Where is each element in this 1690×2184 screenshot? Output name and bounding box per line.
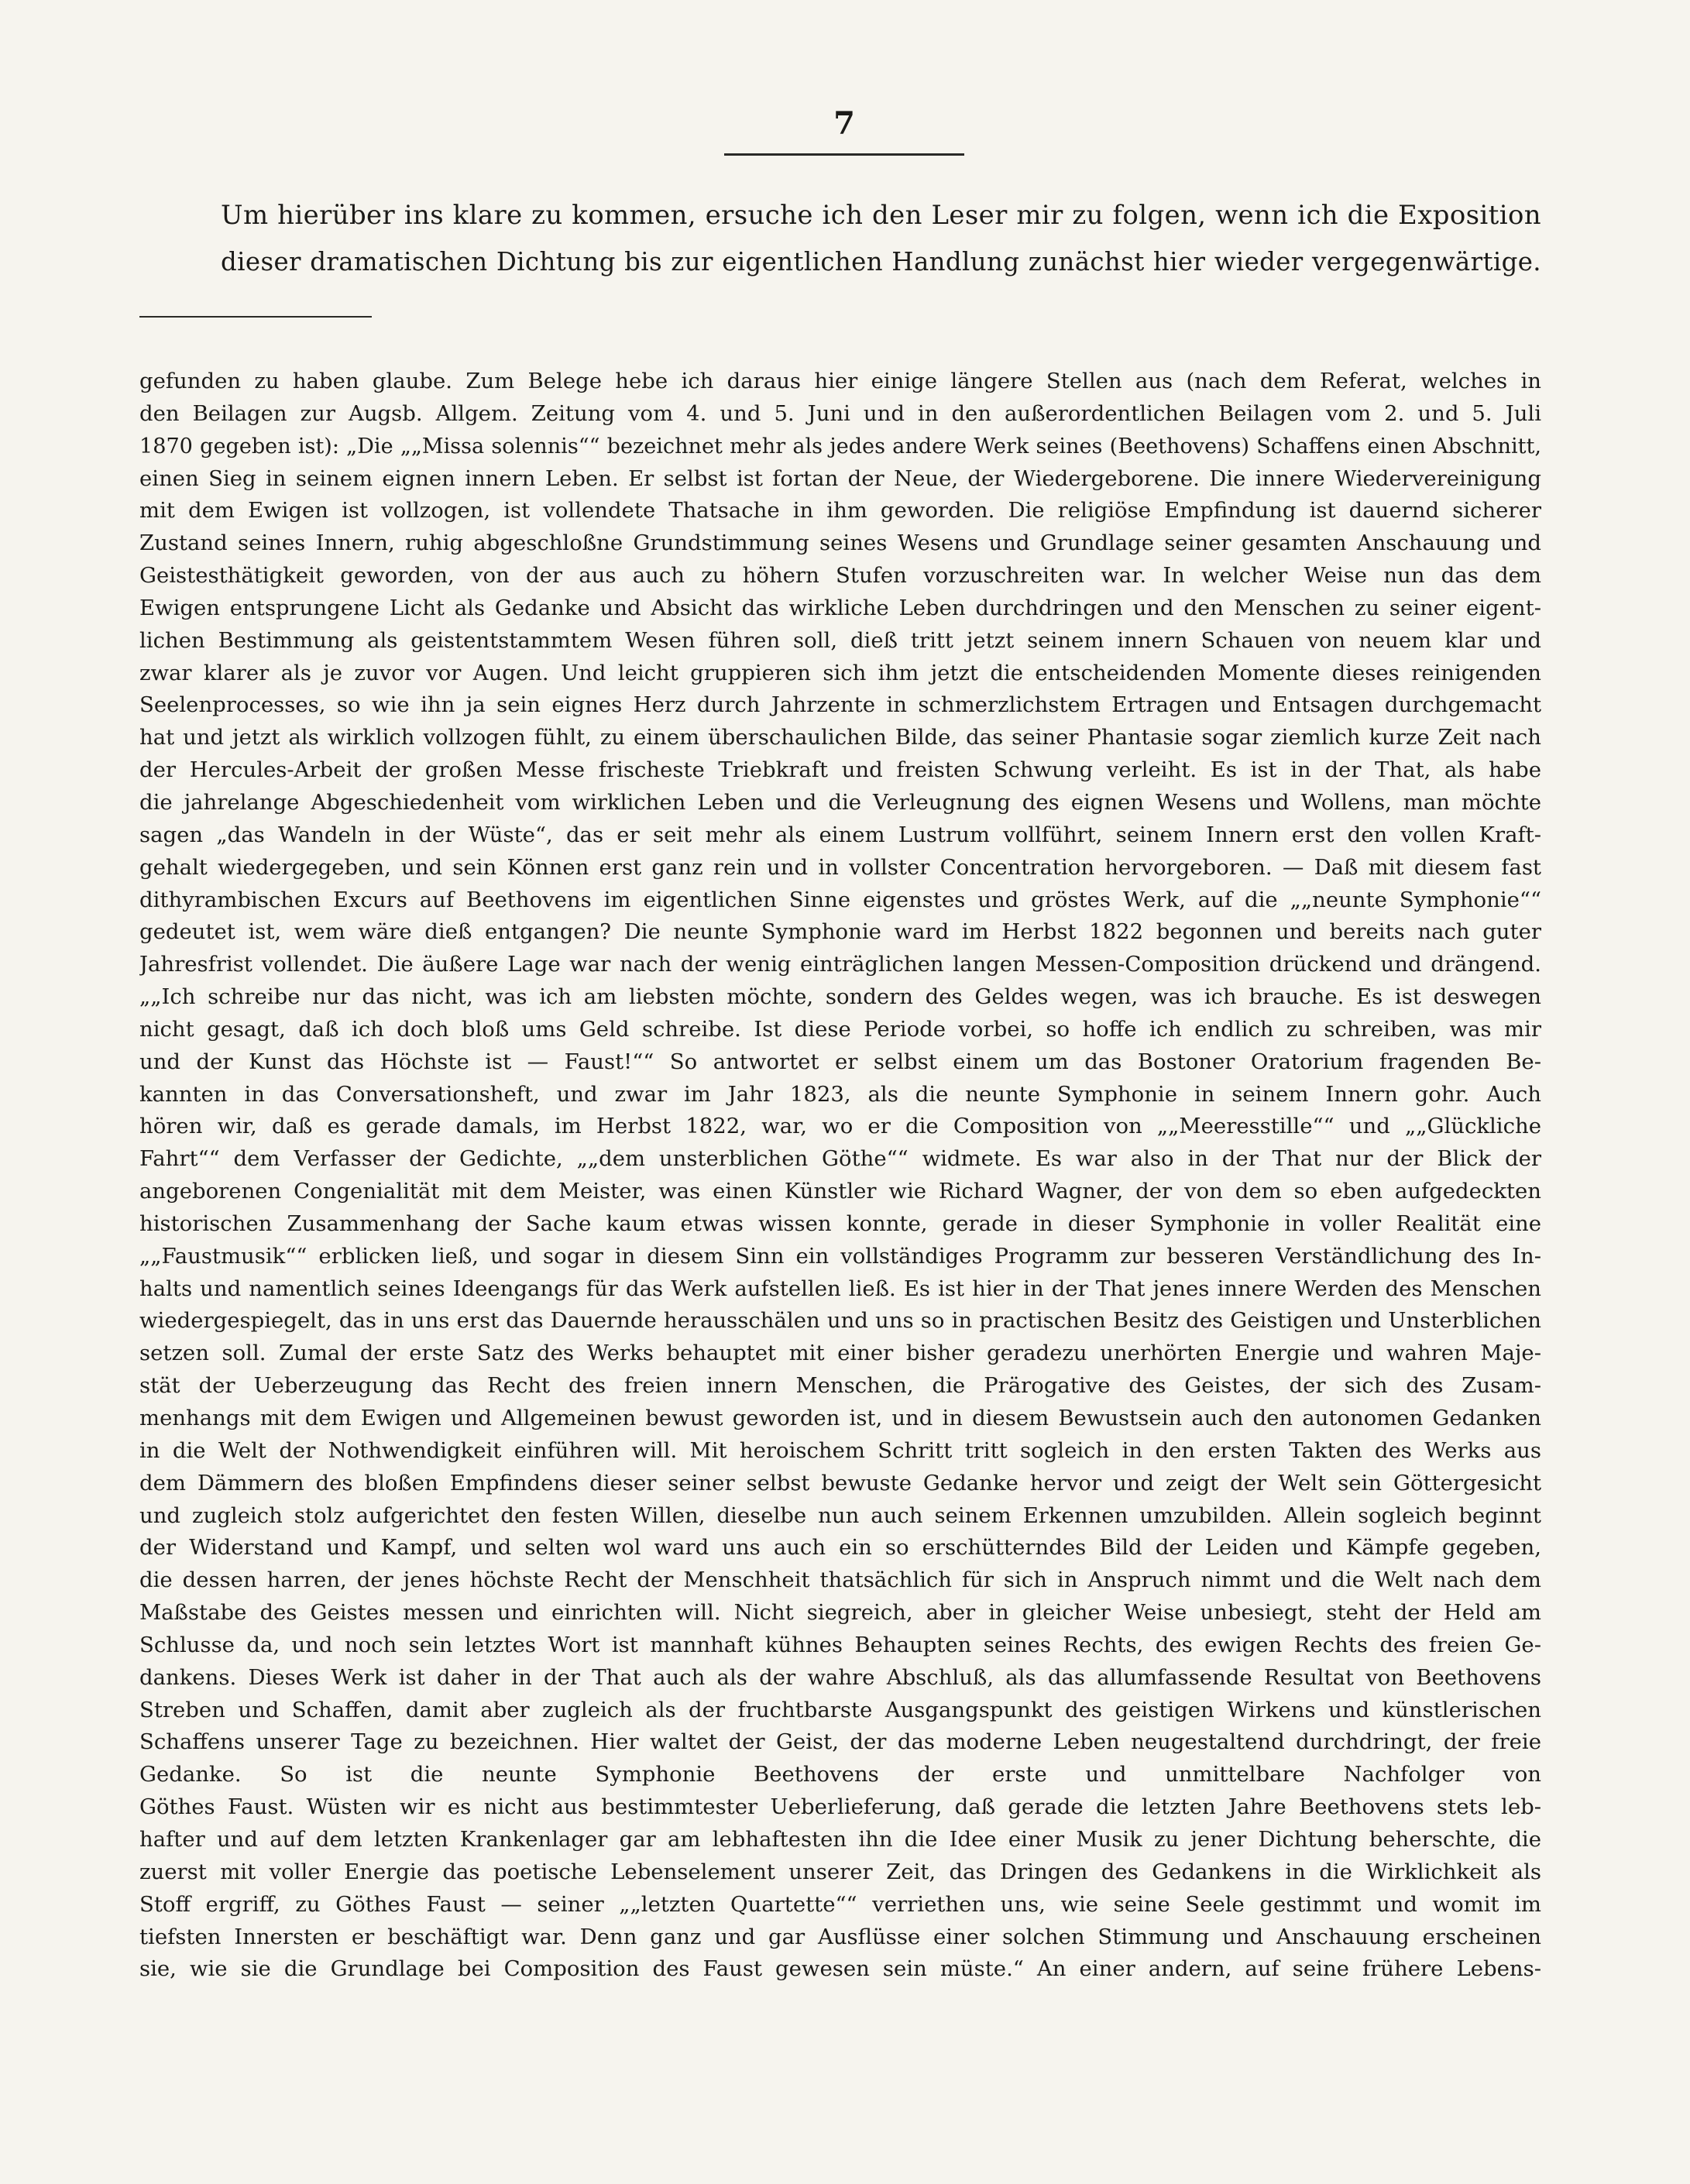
footnote-line: menhangs mit dem Ewigen und Allgemeinen bewust geworden ist, und in diesem Bewustsein auch den autonomen Gedanken [139, 1406, 1541, 1430]
footnote-line: gehalt wiedergegeben, und sein Können erst ganz rein und in vollster Concentration hervorgeboren. — Daß mit diesem fast [139, 854, 1541, 880]
footnote-line: den Beilagen zur Augsb. Allgem. Zeitung vom 4. und 5. Juni und in den außerordentlichen Beilagen vom 2. und 5. Juli [139, 400, 1541, 426]
footnote-line: zwar klarer als je zuvor vor Augen. Und leicht gruppieren sich ihm jetzt die entscheidenden Momente dieses reinigenden [139, 660, 1541, 685]
footnote-rule [139, 316, 372, 318]
footnote-line: gedeutet ist, wem wäre dieß entgangen? Die neunte Symphonie ward im Herbst 1822 begonnen und bereits nach guter [139, 919, 1541, 945]
footnote-line: Fahrt““ dem Verfasser der Gedichte, „„dem unsterblichen Göthe““ widmete. Es war also in der That nur der Blick der [139, 1146, 1541, 1172]
footnote-line: kannten in das Conversationsheft, und zwar im Jahr 1823, als die neunte Symphonie in seinem Innern gohr. Auch [139, 1081, 1541, 1107]
footnote-line: Ewigen entsprungene Licht als Gedanke und Absicht das wirkliche Leben durchdringen und den Menschen zu seiner eigent- [139, 595, 1541, 620]
footnote-line: dankens. Dieses Werk ist daher in der That auch als der wahre Abschluß, als das allumfassende Resultat von Beethovens [139, 1664, 1541, 1690]
footnote-line: historischen Zusammenhang der Sache kaum etwas wissen konnte, gerade in dieser Symphonie in voller Realität eine [139, 1210, 1541, 1236]
footnote-line: gefunden zu haben glaube. Zum Belege hebe ich daraus hier einige längere Stellen aus (nach dem Referat, welches in [139, 369, 1541, 393]
intro-paragraph [221, 192, 1541, 285]
footnote-line: Zustand seines Innern, ruhig abgeschloßne Grundstimmung seines Wesens und Grundlage seiner gesamten Anschauung und [139, 531, 1541, 556]
footnote-line: stät der Ueberzeugung das Recht des freien innern Menschen, die Prärogative des Geistes, der sich des Zusam- [139, 1373, 1541, 1399]
intro-line: dieser dramatischen Dichtung bis zur eigentlichen Handlung zunächst hier wieder vergegenwärtige. [221, 247, 1541, 276]
footnote-line: hat und jetzt als wirklich vollzogen fühlt, zu einem überschaulichen Bilde, das seiner Phantasie sogar ziemlich kurze Zeit nach [139, 725, 1541, 750]
footnote-line: in die Welt der Nothwendigkeit einführen will. Mit heroischem Schritt tritt sogleich in den ersten Takten des Werks aus [139, 1437, 1541, 1463]
footnote-line: nicht gesagt, daß ich doch bloß ums Geld schreibe. Ist diese Periode vorbei, so hoffe ich endlich zu schreiben, was mir [139, 1016, 1541, 1042]
footnote-line: Göthes Faust. Wüsten wir es nicht aus bestimmtester Ueberlieferung, daß gerade die letzten Jahre Beethovens stets leb- [139, 1794, 1541, 1820]
footnote-line: Geistesthätigkeit geworden, von der aus auch zu höhern Stufen vorzuschreiten war. In welcher Weise nun das dem [139, 563, 1541, 589]
footnote-line: tiefsten Innersten er beschäftigt war. Denn ganz und gar Ausflüsse einer solchen Stimmung und Anschauung erscheinen [139, 1924, 1541, 1949]
footnote-text [139, 366, 1541, 1986]
footnote-line: sie, wie sie die Grundlage bei Composition des Faust gewesen sein müste.“ An einer andern, auf seine frühere Lebens- [139, 1956, 1541, 1982]
footnote-line: angeborenen Congenialität mit dem Meister, was einen Künstler wie Richard Wagner, der von dem so eben aufgedeckten [139, 1179, 1541, 1204]
footnote-line: und zugleich stolz aufgerichtet den festen Willen, dieselbe nun auch seinem Erkennen umzubilden. Allein sogleich beginnt [139, 1502, 1541, 1528]
footnote-line: halts und namentlich seines Ideengangs für das Werk aufstellen ließ. Es ist hier in der That jenes innere Werden des Menschen [139, 1276, 1541, 1301]
footnote-line: „„Faustmusik““ erblicken ließ, und sogar in diesem Sinn ein vollständiges Programm zur besseren Verständlichung des In- [139, 1243, 1541, 1269]
footnote-line: Seelenprocesses, so wie ihn ja sein eignes Herz durch Jahrzente in schmerzlichstem Ertragen und Entsagen durchgemacht [139, 692, 1541, 718]
footnote-line: der Hercules-Arbeit der großen Messe frischeste Triebkraft und freisten Schwung verleiht. Es ist in der That, als habe [139, 757, 1541, 783]
footnote-line: dem Dämmern des bloßen Empfindens dieser seiner selbst bewuste Gedanke hervor und zeigt der Welt sein Göttergesicht [139, 1470, 1541, 1495]
footnote-line: 1870 gegeben ist): „Die „„Missa solennis““ bezeichnet mehr als jedes andere Werk seines (Beethovens) Schaffens einen Abschnitt, [139, 434, 1541, 458]
footnote-line: die dessen harren, der jenes höchste Recht der Menschheit thatsächlich für sich in Anspruch nimmt und die Welt nach dem [139, 1568, 1541, 1593]
footnote-line: mit dem Ewigen ist vollzogen, ist vollendete Thatsache in ihm geworden. Die religiöse Empfindung ist dauernd sicherer [139, 498, 1541, 524]
footnote-line: Schlusse da, und noch sein letztes Wort ist mannhaft kühnes Behaupten seines Rechts, des ewigen Rechts des freien Ge- [139, 1632, 1541, 1657]
footnote-line: Stoff ergriff, zu Göthes Faust — seiner „„letzten Quartette““ verriethen uns, wie seine Seele gestimmt und womit im [139, 1891, 1541, 1917]
header-rule [724, 153, 964, 156]
footnote-line: wiedergespiegelt, das in uns erst das Dauernde herausschälen und uns so in practischen Besitz des Geistigen und Unsterblichen [139, 1308, 1541, 1334]
intro-line: Um hierüber ins klare zu kommen, ersuche ich den Leser mir zu folgen, wenn ich die Exposition [221, 200, 1541, 230]
footnote-line: dithyrambischen Excurs auf Beethovens im eigentlichen Sinne eigenstes und gröstes Werk, auf die „„neunte Symphonie““ [139, 887, 1541, 912]
footnote-line: Maßstabe des Geistes messen und einrichten will. Nicht siegreich, aber in gleicher Weise unbesiegt, steht der Held am [139, 1600, 1541, 1626]
footnote-line: der Widerstand und Kampf, und selten wol ward uns auch ein so erschütterndes Bild der Leiden und Kämpfe gegeben, [139, 1535, 1541, 1561]
footnote-line: sagen „das Wandeln in der Wüste“, das er seit mehr als einem Lustrum vollführt, seinem Innern erst den vollen Kraft- [139, 822, 1541, 847]
footnote-line: hafter und auf dem letzten Krankenlager gar am lebhaftesten ihn die Idee einer Musik zu jener Dichtung beherschte, die [139, 1826, 1541, 1852]
footnote-line: Jahresfrist vollendet. Die äußere Lage war nach der wenig einträglichen langen Messen-Composition drückend und drängend. [139, 952, 1541, 977]
footnote-line: lichen Bestimmung als geistentstammtem Wesen führen soll, dieß tritt jetzt seinem innern Schauen von neuem klar und [139, 627, 1541, 653]
footnote-line: und der Kunst das Höchste ist — Faust!““ So antwortet er selbst einem um das Bostoner Oratorium fragenden Be- [139, 1049, 1541, 1074]
footnote-line: setzen soll. Zumal der erste Satz des Werks behauptet mit einer bisher geradezu unerhörten Energie und wahren Maje- [139, 1341, 1541, 1366]
footnote-line: die jahrelange Abgeschiedenheit vom wirklichen Leben und die Verleugnung des eignen Wesens und Wollens, man möchte [139, 789, 1541, 815]
footnote-line: einen Sieg in seinem eignen innern Leben. Er selbst ist fortan der Neue, der Wiedergeborene. Die innere Wiedervereinigung [139, 465, 1541, 491]
footnote-line: „„Ich schreibe nur das nicht, was ich am liebsten möchte, sondern des Geldes wegen, was ich brauche. Es ist deswegen [139, 984, 1541, 1010]
footnote-line: Schaffens unserer Tage zu bezeichnen. Hier waltet der Geist, der das moderne Leben neugestaltend durchdringt, der freie [139, 1729, 1541, 1755]
footnote-line: Streben und Schaffen, damit aber zugleich als der fruchtbarste Ausgangspunkt des geistigen Wirkens und künstlerischen [139, 1697, 1541, 1722]
page-number: 7 [833, 105, 855, 142]
footnote-line: hören wir, daß es gerade damals, im Herbst 1822, war, wo er die Composition von „„Meeresstille““ und „„Glückliche [139, 1114, 1541, 1139]
footnote-line: zuerst mit voller Energie das poetische Lebenselement unserer Zeit, das Dringen des Gedankens in die Wirklichkeit als [139, 1859, 1541, 1884]
footnote-line: Gedanke. So ist die neunte Symphonie Beethovens der erste und unmittelbare Nachfolger von [139, 1762, 1541, 1787]
